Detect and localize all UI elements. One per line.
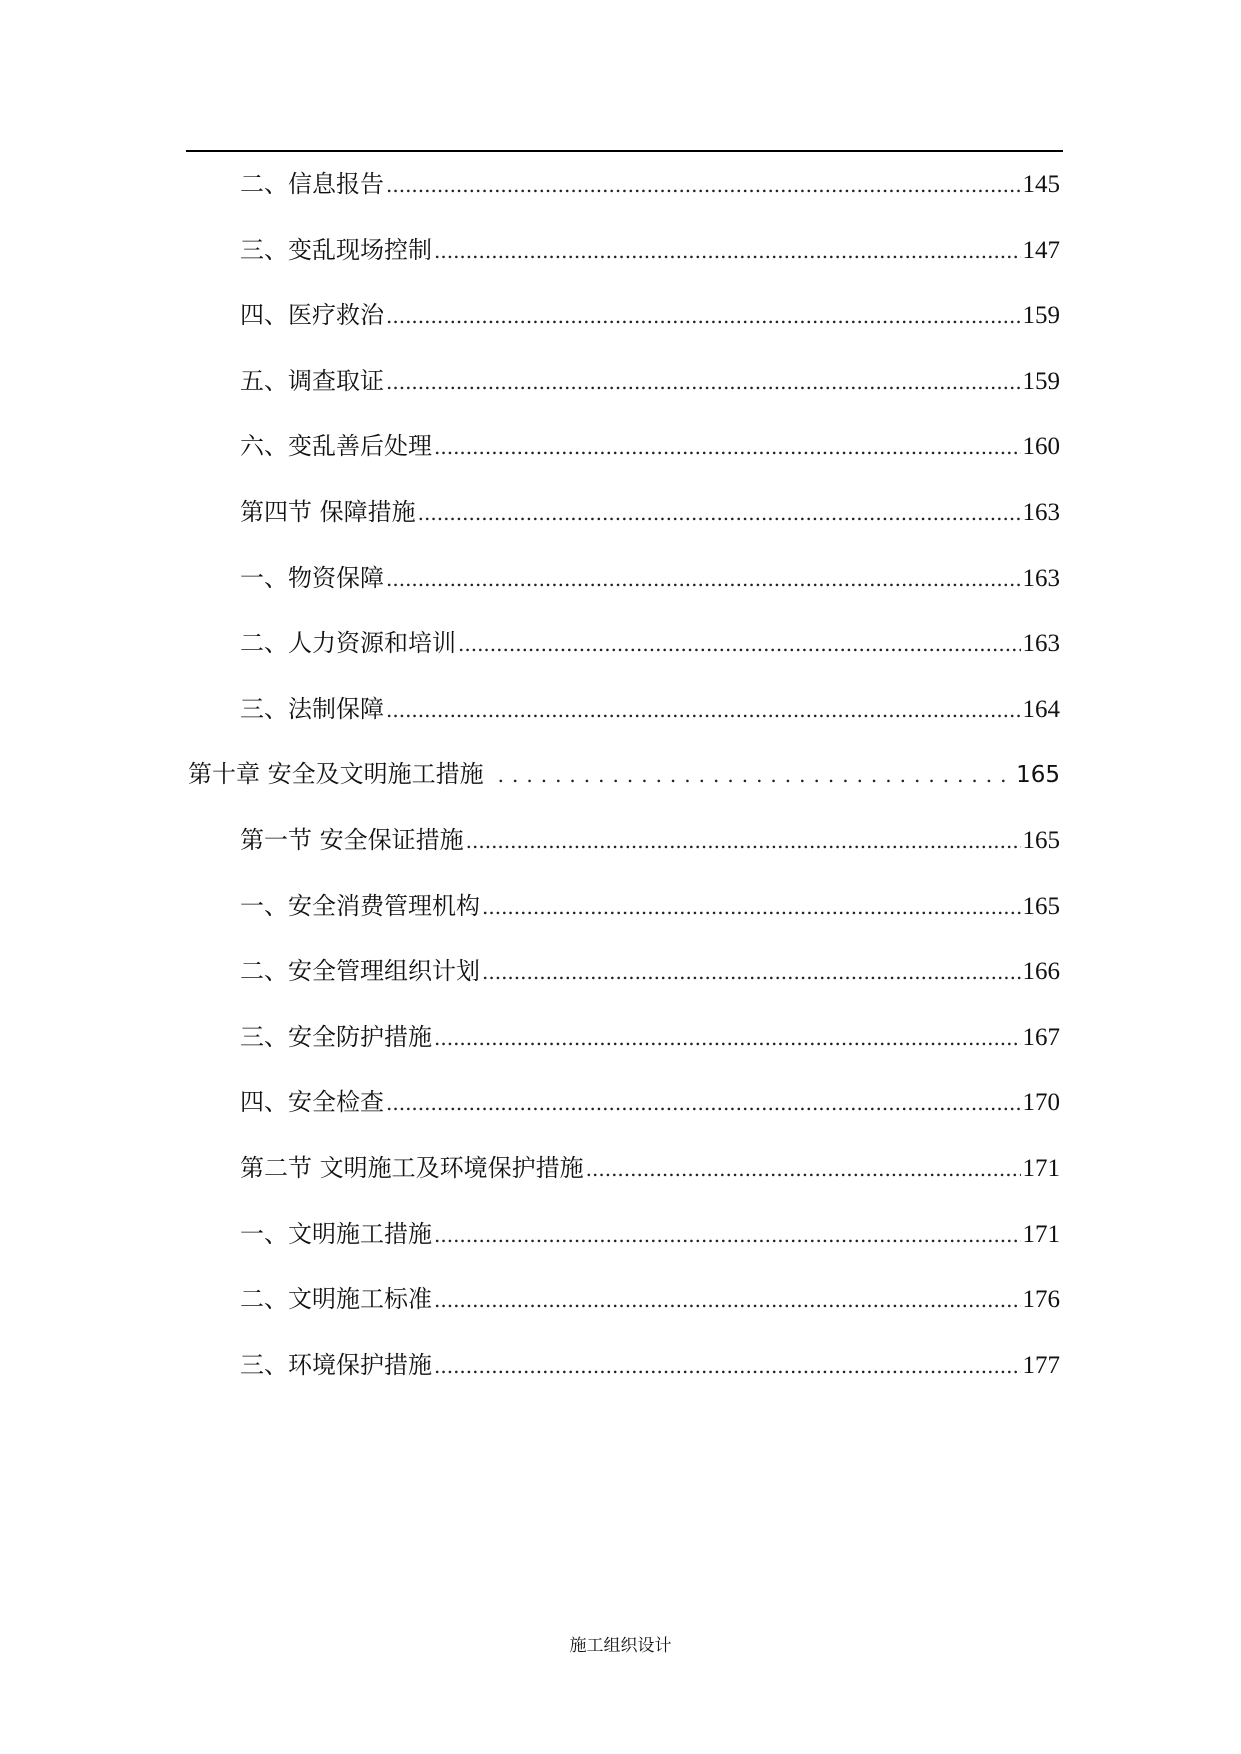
- toc-dot-leader: [434, 1211, 1021, 1259]
- toc-entry[interactable]: [188, 488, 1060, 554]
- page-footer: 施工组织设计: [569, 1636, 672, 1656]
- toc-entry-title: 三、法制保障: [240, 694, 384, 723]
- toc-entry-page: 167: [1022, 1023, 1060, 1051]
- toc-entry-page: 163: [1022, 564, 1060, 592]
- toc-dot-leader: [386, 1079, 1021, 1127]
- toc-dot-leader: [386, 358, 1021, 406]
- toc-entry[interactable]: [188, 816, 1060, 882]
- toc-dot-leader: [386, 555, 1021, 603]
- toc-entry-page: 159: [1022, 302, 1060, 330]
- toc-entry-title: 四、医疗救治: [240, 301, 384, 330]
- toc-entry-page: 163: [1022, 630, 1060, 658]
- toc-entry-page: 165: [1022, 892, 1060, 920]
- toc-entry-title: 二、安全管理组织计划: [240, 957, 480, 986]
- toc-entry-page: 145: [1022, 171, 1060, 198]
- header-rule: [186, 150, 1063, 152]
- toc-entry-title: 一、文明施工措施: [240, 1219, 432, 1248]
- toc-entry[interactable]: [188, 947, 1060, 1013]
- toc-entry-title: 一、安全消费管理机构: [240, 891, 480, 920]
- toc-entry-page: 163: [1022, 498, 1060, 526]
- toc-entry-title: 一、物资保障: [240, 563, 384, 592]
- toc-chapter-entry[interactable]: [188, 750, 1060, 816]
- toc-entry-title: 五、调查取证: [240, 366, 384, 395]
- toc-entry-title: 三、安全防护措施: [240, 1022, 432, 1051]
- table-of-contents: [188, 160, 1060, 1406]
- toc-dot-leader: [434, 1014, 1021, 1062]
- toc-dot-leader: [586, 1145, 1021, 1193]
- toc-dot-leader: [386, 292, 1021, 340]
- toc-entry[interactable]: [188, 357, 1060, 423]
- toc-entry-title: 第四节 保障措施: [240, 497, 416, 526]
- toc-entry-page: 176: [1022, 1286, 1060, 1314]
- toc-entry-title: 二、人力资源和培训: [240, 629, 456, 658]
- toc-dot-leader: [434, 227, 1021, 275]
- toc-entry[interactable]: [188, 554, 1060, 620]
- toc-dot-leader: [482, 883, 1021, 931]
- toc-entry[interactable]: [188, 226, 1060, 292]
- toc-entry-page: 170: [1022, 1089, 1060, 1117]
- toc-entry[interactable]: [188, 1275, 1060, 1341]
- toc-entry-title: 四、安全检查: [240, 1088, 384, 1117]
- toc-entry-page: 164: [1022, 695, 1060, 723]
- toc-entry[interactable]: [188, 882, 1060, 948]
- toc-dot-leader: [386, 161, 1021, 209]
- toc-entry-title: 第二节 文明施工及环境保护措施: [240, 1153, 584, 1182]
- toc-entry-page: 177: [1022, 1351, 1060, 1379]
- toc-dot-leader: [458, 620, 1021, 668]
- toc-entry-title: 二、信息报告: [240, 170, 384, 198]
- toc-entry-title: 第十章 安全及文明施工措施: [188, 760, 484, 789]
- toc-entry[interactable]: [188, 1210, 1060, 1276]
- toc-entry[interactable]: [188, 1078, 1060, 1144]
- toc-entry[interactable]: [188, 1144, 1060, 1210]
- toc-entry[interactable]: [188, 1341, 1060, 1407]
- toc-entry-page: 165: [1016, 762, 1060, 789]
- toc-entry[interactable]: [188, 422, 1060, 488]
- toc-dot-leader: [482, 948, 1021, 996]
- toc-entry[interactable]: [188, 1013, 1060, 1079]
- toc-dot-leader: [386, 686, 1021, 734]
- toc-dot-leader: [466, 817, 1021, 865]
- toc-entry-title: 六、变乱善后处理: [240, 432, 432, 461]
- toc-entry-page: 160: [1022, 433, 1060, 461]
- toc-entry[interactable]: [188, 160, 1060, 226]
- toc-entry-title: 第一节 安全保证措施: [240, 825, 464, 854]
- toc-entry-page: 165: [1022, 826, 1060, 854]
- toc-entry-title: 二、文明施工标准: [240, 1285, 432, 1314]
- toc-entry[interactable]: [188, 685, 1060, 751]
- toc-entry-page: 171: [1022, 1154, 1060, 1182]
- toc-entry-page: 166: [1022, 958, 1060, 986]
- toc-entry-page: 147: [1022, 236, 1060, 264]
- toc-entry-page: 171: [1022, 1220, 1060, 1248]
- toc-dot-leader: [434, 423, 1021, 471]
- toc-dot-leader: [434, 1276, 1021, 1324]
- toc-dot-leader: [418, 489, 1021, 537]
- toc-dot-leader: [434, 1342, 1021, 1390]
- toc-entry-page: 159: [1022, 367, 1060, 395]
- toc-dot-leader: [498, 751, 1014, 799]
- toc-entry-title: 三、环境保护措施: [240, 1350, 432, 1379]
- toc-entry-title: 三、变乱现场控制: [240, 235, 432, 264]
- toc-entry[interactable]: [188, 291, 1060, 357]
- toc-entry[interactable]: [188, 619, 1060, 685]
